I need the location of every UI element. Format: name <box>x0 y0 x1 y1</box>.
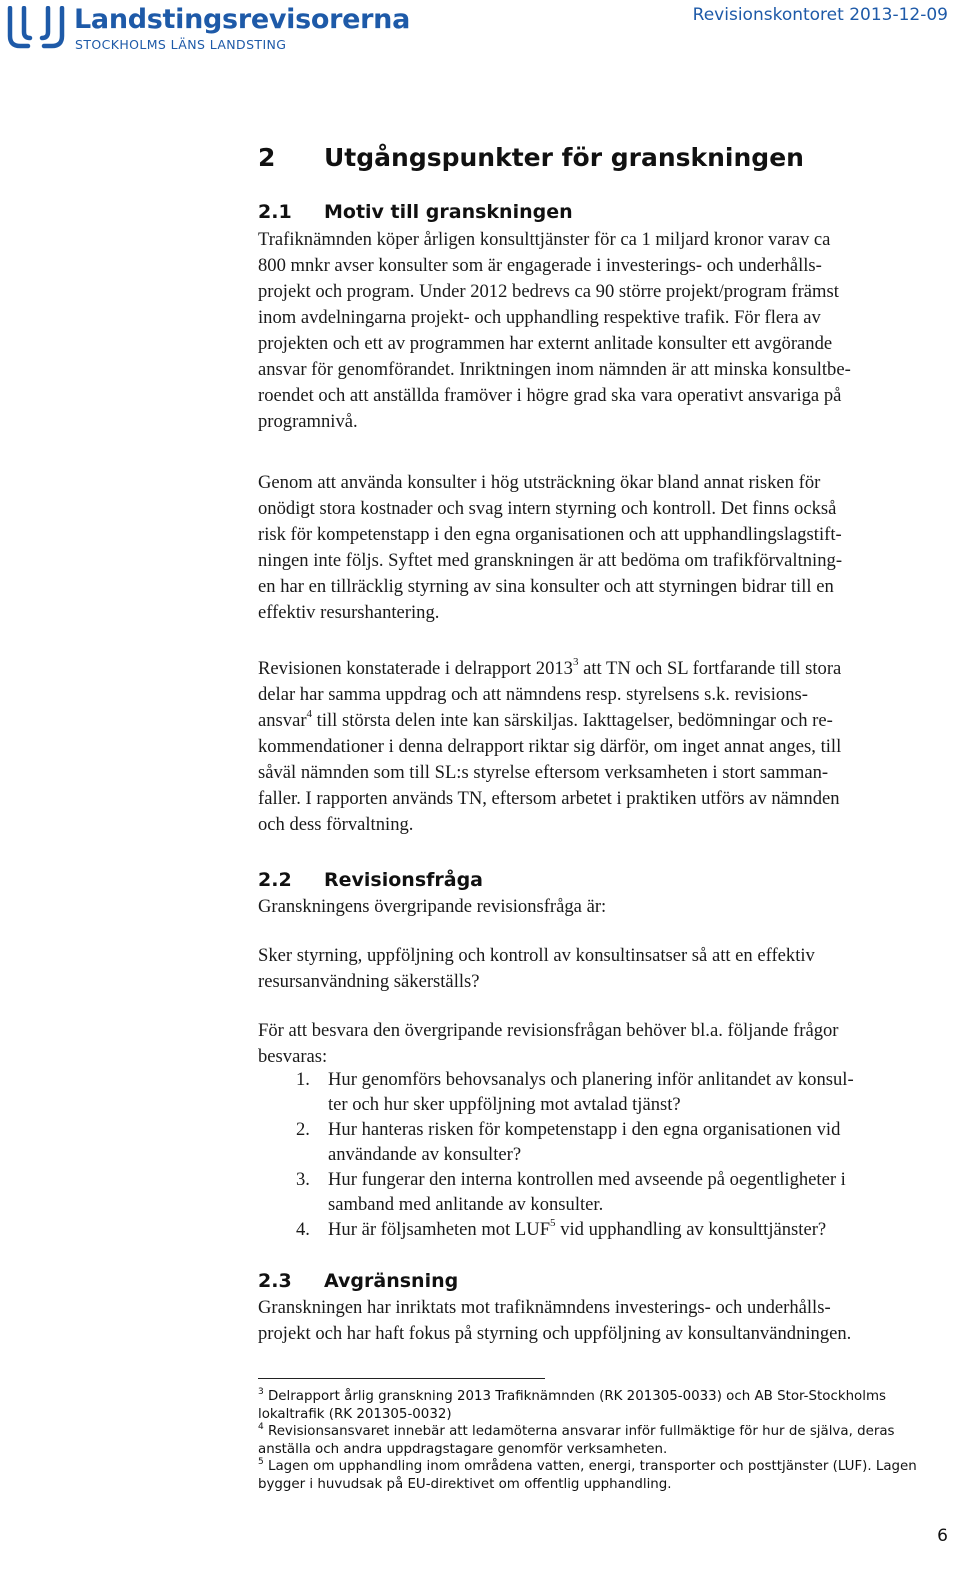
footnote-3 <box>258 1388 948 1423</box>
text-line: Granskningen har inriktats mot trafiknämndens investerings- och underhålls- <box>258 1297 831 1318</box>
text-line <box>258 708 948 734</box>
text-line: roendet och att anställda framöver i högre grad ska vara operativt ansvariga på <box>258 385 842 406</box>
text-line: ningen inte följs. Syftet med granskningen är att bedöma om trafikförvaltning- <box>258 550 843 571</box>
footnote-ref-3[interactable]: 3 <box>572 655 579 668</box>
paragraph-delfragor-intro <box>258 1018 948 1070</box>
footnote-5 <box>258 1458 948 1493</box>
text-fragment: Hur är följsamheten mot LUF <box>328 1219 551 1240</box>
section-number: 2 <box>258 143 276 172</box>
text-line: delar har samma uppdrag och att nämndens resp. styrelsens s.k. revisions- <box>258 684 808 705</box>
section-number: 2.2 <box>258 869 292 891</box>
text-fragment: Revisionsansvaret innebär att ledamöterna ansvarar inför fullmäktige för hur de själva, deras <box>263 1424 895 1440</box>
section-2-heading <box>258 143 804 172</box>
paragraph-motiv-2 <box>258 470 948 626</box>
footnote-ref-5[interactable]: 5 <box>550 1216 556 1229</box>
text-line: en har en tillräcklig styrning av sina konsulter och att styrningen bidrar till en <box>258 576 834 597</box>
section-title: Revisionsfråga <box>324 869 484 891</box>
section-number: 2.3 <box>258 1270 292 1292</box>
paragraph-motiv-1 <box>258 227 948 435</box>
footnote-marker: 5 <box>258 1456 264 1467</box>
list-item <box>298 1067 948 1117</box>
text-fragment: till största delen inte kan särskiljas. Iakttagelser, bedömningar och re- <box>312 710 833 731</box>
text-line: besvaras: <box>258 1046 328 1067</box>
section-2-2-heading <box>258 869 483 891</box>
text-line: Hur genomförs behovsanalys och planering inför anlitandet av konsul- <box>328 1069 854 1090</box>
text-line <box>328 1217 948 1242</box>
text-line: anställa och andra uppdragstagare genomför verksamheten. <box>258 1441 668 1457</box>
text-fragment: Revisionen konstaterade i delrapport 2013 <box>258 658 573 679</box>
section-title: Avgränsning <box>324 1270 459 1292</box>
text-line: kommendationer i denna delrapport riktar sig därför, om inget annat anges, till <box>258 736 842 757</box>
text-fragment: Lagen om upphandling inom områdena vatten, energi, transporter och posttjänster (LUF). Lagen <box>263 1459 917 1475</box>
text-line: risk för kompetenstapp i den egna organisationen och att upphandlingslagstift- <box>258 524 842 545</box>
footnote-marker: 4 <box>258 1421 264 1432</box>
text-line: Hur hanteras risken för kompetenstapp i den egna organisationen vid <box>328 1119 841 1140</box>
list-item <box>298 1117 948 1167</box>
section-2-3-heading <box>258 1270 458 1292</box>
text-line <box>258 1423 948 1441</box>
text-fragment: vid upphandling av konsulttjänster? <box>555 1219 827 1240</box>
text-fragment: ansvar <box>258 710 307 731</box>
list-item <box>298 1217 948 1242</box>
paragraph-motiv-3 <box>258 656 948 838</box>
text-line: och dess förvaltning. <box>258 814 414 835</box>
list-number: 4. <box>296 1219 310 1240</box>
text-line: projekt och program. Under 2012 bedrevs ca 90 större projekt/program främst <box>258 281 839 302</box>
text-line: samband med anlitande av konsulter. <box>328 1194 604 1215</box>
list-item <box>298 1167 948 1217</box>
text-line: inom avdelningarna projekt- och upphandling respektive trafik. För flera av <box>258 307 821 328</box>
footnote-ref-4[interactable]: 4 <box>306 707 313 720</box>
text-line <box>258 1458 948 1476</box>
text-line: 800 mnkr avser konsulter som är engagerade i investerings- och underhålls- <box>258 255 822 276</box>
text-line: Sker styrning, uppföljning och kontroll av konsultinsatser så att en effektiv <box>258 945 815 966</box>
text-line: projekt och har haft fokus på styrning och uppföljning av konsultanvändningen. <box>258 1323 852 1344</box>
page-number: 6 <box>937 1526 948 1546</box>
landstingsrevisorerna-logo-icon <box>6 6 68 52</box>
text-line: Trafiknämnden köper årligen konsulttjänster för ca 1 miljard kronor varav ca <box>258 229 831 250</box>
text-fragment: Delrapport årlig granskning 2013 Trafiknämnden (RK 201305-0033) och AB Stor-Stockholms <box>263 1389 886 1404</box>
paragraph-avgransning <box>258 1295 948 1347</box>
footnote-divider <box>258 1378 545 1379</box>
text-line: Hur fungerar den interna kontrollen med avseende på oegentligheter i <box>328 1169 846 1190</box>
text-line: programnivå. <box>258 411 358 432</box>
text-line: såväl nämnden som till SL:s styrelse eftersom verksamheten i stort samman- <box>258 762 829 783</box>
text-line: För att besvara den övergripande revisionsfrågan behöver bl.a. följande frågor <box>258 1020 839 1041</box>
text-line: onödigt stora kostnader och svag intern styrning och kontroll. Det finns också <box>258 498 837 519</box>
list-number: 2. <box>296 1119 310 1140</box>
text-line: Granskningens övergripande revisionsfråga är: <box>258 896 607 917</box>
footnotes <box>258 1388 948 1494</box>
text-line <box>258 656 948 682</box>
paragraph-revisionsfraga <box>258 943 948 995</box>
text-line: lokaltrafik (RK 201305-0032) <box>258 1406 452 1422</box>
text-line: Genom att använda konsulter i hög utsträckning ökar bland annat risken för <box>258 472 821 493</box>
text-line: ter och hur sker uppföljning mot avtalad tjänst? <box>328 1094 681 1115</box>
text-line <box>258 1388 948 1406</box>
section-title: Motiv till granskningen <box>324 201 573 223</box>
footnote-4 <box>258 1423 948 1458</box>
list-number: 3. <box>296 1169 310 1190</box>
page-header <box>0 0 960 60</box>
footnote-marker: 3 <box>258 1386 264 1397</box>
text-fragment: att TN och SL fortfarande till stora <box>578 658 842 679</box>
section-number: 2.1 <box>258 201 292 223</box>
text-line: bygger i huvudsak på EU-direktivet om offentlig upphandling. <box>258 1476 672 1492</box>
text-line: resursanvändning säkerställs? <box>258 971 480 992</box>
section-2-1-heading <box>258 201 573 223</box>
section-title: Utgångspunkter för granskningen <box>324 143 804 172</box>
list-number: 1. <box>296 1069 310 1090</box>
header-office-date: Revisionskontoret 2013-12-09 <box>692 5 948 25</box>
text-line: ansvar för genomförandet. Inriktningen inom nämnden är att minska konsultbe- <box>258 359 851 380</box>
org-subtitle: STOCKHOLMS LÄNS LANDSTING <box>75 37 287 52</box>
text-line: effektiv resurshantering. <box>258 602 440 623</box>
text-line: faller. I rapporten används TN, eftersom arbetet i praktiken utförs av nämnden <box>258 788 840 809</box>
paragraph-revisionsfraga-intro <box>258 894 948 920</box>
question-list <box>298 1067 948 1242</box>
org-name: Landstingsrevisorerna <box>74 4 411 35</box>
text-line: användande av konsulter? <box>328 1144 522 1165</box>
text-line: projekten och ett av programmen har externt anlitade konsulter ett avgörande <box>258 333 833 354</box>
